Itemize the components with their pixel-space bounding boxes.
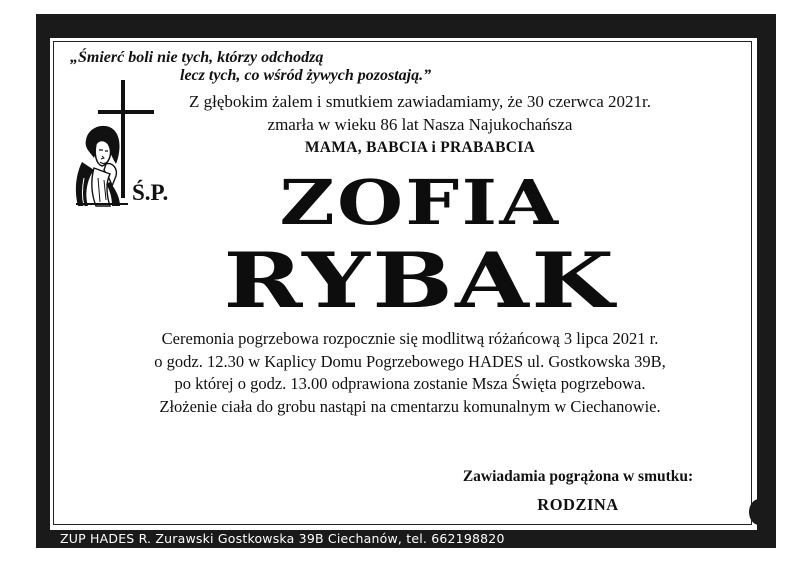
announcement-intro [140,90,700,159]
intro-line-2: zmarła w wieku 86 lat Nasza Najukochańsza [267,115,573,134]
deceased-last-name: RYBAK [223,236,617,325]
ceremony-line-2: o godz. 12.30 w Kaplicy Domu Pogrzebowego HADES ul. Gostkowska 39B, [154,351,666,371]
intro-line-1: Z głębokim żalem i smutkiem zawiadamiamy, że 30 czerwca 2021r. [189,92,651,111]
ceremony-line-1: Ceremonia pogrzebowa rozpocznie się modlitwą różańcową 3 lipca 2021 r. [161,329,659,348]
signoff-notice: Zawiadamia pogrążona w smutku: [462,468,694,485]
funeral-details [95,328,725,418]
motto-line-2: lecz tych, co wśród żywych pozostają.” [180,67,432,84]
relation-heading: MAMA, BABCIA i PRABABCIA [304,139,536,156]
scan-mark [749,499,769,525]
motto-line-1: „Śmierć boli nie tych, którzy odchodzą [70,49,324,66]
sp-label: Ś.P. [132,180,169,205]
ceremony-line-4: Złożenie ciała do grobu nastąpi na cmentarzu komunalnym w Ciechanowie. [159,396,661,416]
deceased-first-name: ZOFIA [279,166,561,239]
signoff-family: RODZINA [537,495,619,514]
ceremony-line-3: po której o godz. 13.00 odprawiona zostanie Msza Święta pogrzebowa. [174,374,646,393]
funeral-home-footer: ZUP HADES R. Zurawski Gostkowska 39B Ciechanów, tel. 662198820 [60,531,505,546]
signoff [428,463,728,519]
